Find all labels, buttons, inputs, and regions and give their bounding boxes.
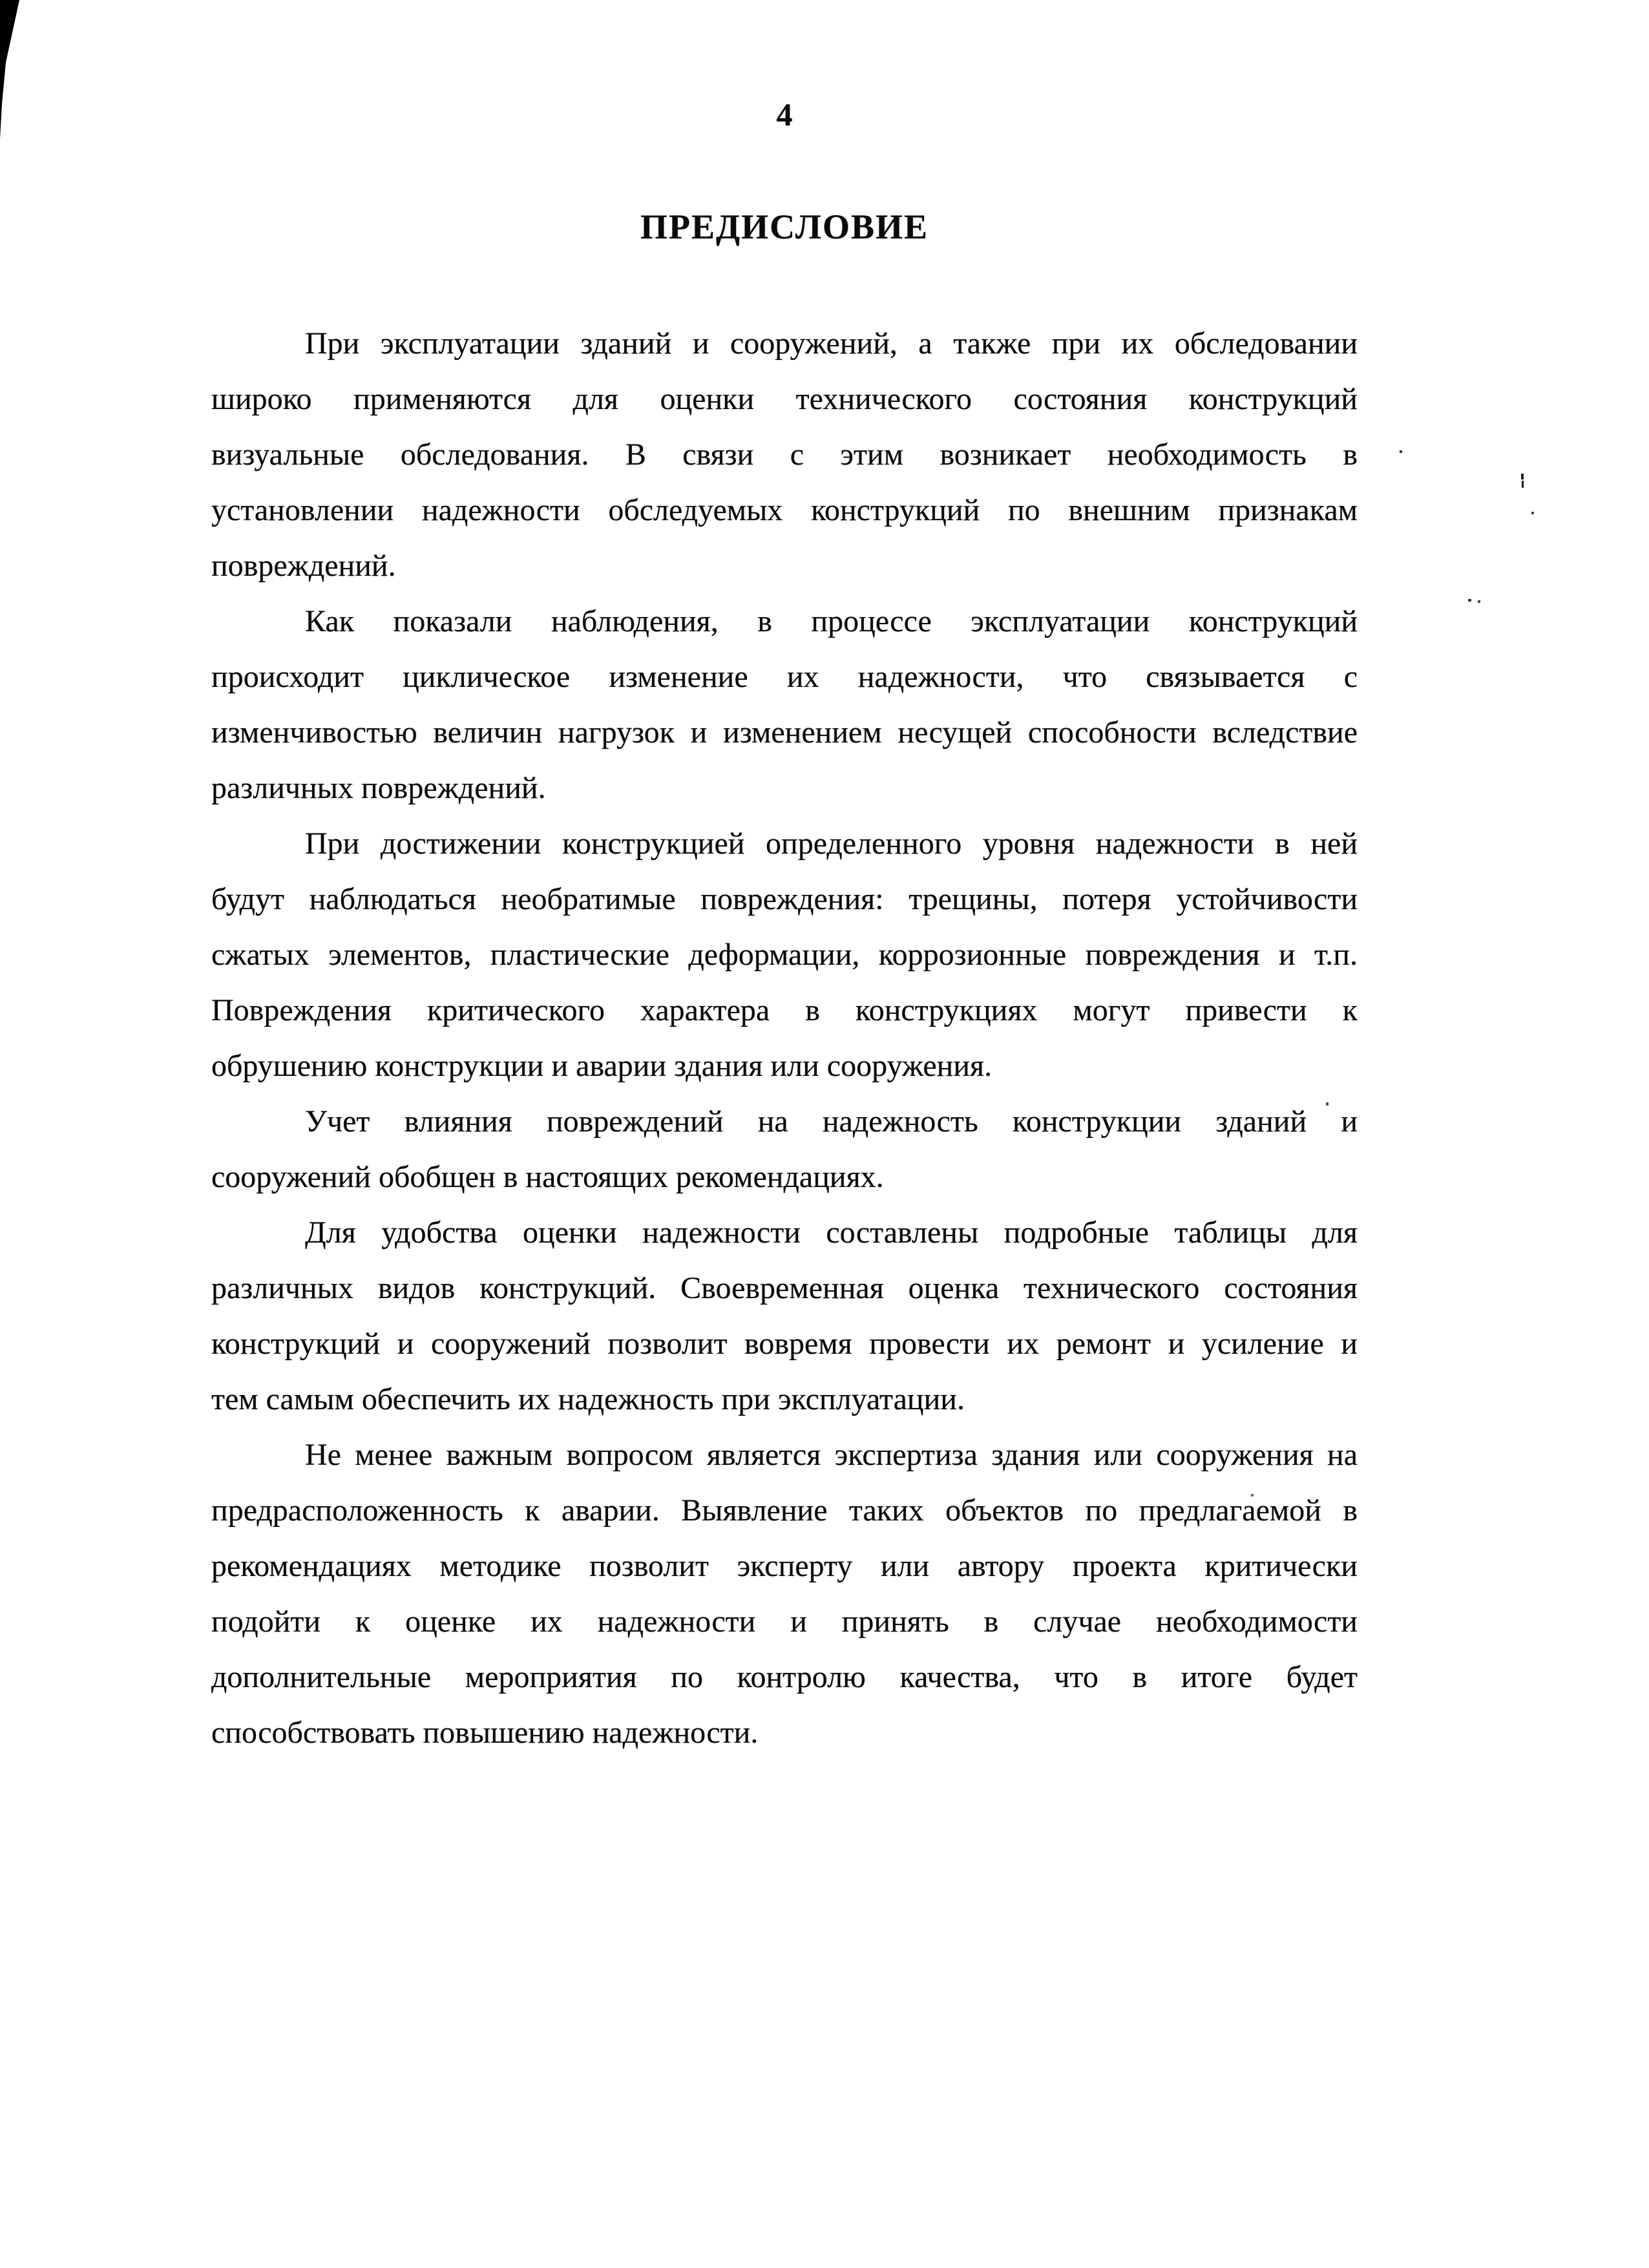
- text-line: предрасположенность к аварии. Выявление таких объектов по предлагаемой в: [211, 1493, 1358, 1528]
- text-line: различных видов конструкций. Своевременная оценка технического состояния: [211, 1271, 1358, 1305]
- text-line: рекомендациях методике позволит эксперту или автору проекта критически: [211, 1549, 1358, 1583]
- scan-artifact-speck: [1468, 599, 1471, 602]
- text-line: обрушению конструкции и аварии здания или сооружения.: [211, 1049, 993, 1083]
- scan-artifact-speck: [1478, 600, 1480, 603]
- text-line: подойти к оценке их надежности и принять в случае необходимости: [211, 1604, 1358, 1639]
- text-line: Учет влияния повреждений на надежность конструкции зданий и: [305, 1104, 1358, 1139]
- text-line: Для удобства оценки надежности составлены подробные таблицы для: [305, 1215, 1358, 1250]
- text-line: визуальные обследования. В связи с этим возникает необходимость в: [211, 437, 1358, 472]
- text-line: Повреждения критического характера в конструкциях могут привести к: [211, 993, 1358, 1027]
- text-line: сжатых элементов, пластические деформации, коррозионные повреждения и т.п.: [211, 938, 1358, 972]
- scan-artifact-speck: [1521, 474, 1524, 479]
- text-line: сооружений обобщен в настоящих рекомендациях.: [211, 1160, 884, 1194]
- text-line: дополнительные мероприятия по контролю качества, что в итоге будет: [211, 1660, 1358, 1694]
- text-line: Не менее важным вопросом является экспертиза здания или сооружения на: [305, 1438, 1358, 1472]
- text-line: различных повреждений.: [211, 771, 546, 805]
- text-line: изменчивостью величин нагрузок и изменением несущей способности вследствие: [211, 715, 1358, 750]
- text-line: способствовать повышению надежности.: [211, 1716, 759, 1750]
- text-line: тем самым обеспечить их надежность при эксплуатации.: [211, 1382, 965, 1416]
- page-title: ПРЕДИСЛОВИЕ: [640, 207, 929, 246]
- text-line: Как показали наблюдения, в процессе эксплуатации конструкций: [305, 604, 1358, 638]
- scan-artifact-speck: [1522, 481, 1524, 488]
- text-line: происходит циклическое изменение их надежности, что связывается с: [211, 660, 1358, 694]
- text-line: широко применяются для оценки технического состояния конструкций: [211, 382, 1358, 416]
- text-line: будут наблюдаться необратимые повреждения: трещины, потеря устойчивости: [211, 882, 1358, 916]
- text-line: установлении надежности обследуемых конструкций по внешним признакам: [211, 493, 1358, 527]
- text-line: При достижении конструкцией определенного уровня надежности в ней: [305, 826, 1358, 861]
- scan-artifact-speck: [1400, 450, 1402, 453]
- scan-artifact-speck: [1531, 512, 1534, 514]
- text-line: При эксплуатации зданий и сооружений, а также при их обследовании: [305, 326, 1358, 361]
- text-line: повреждений.: [211, 549, 396, 583]
- page-number: 4: [776, 96, 793, 132]
- document-body: [211, 316, 1358, 1761]
- scan-artifact-corner: [0, 0, 19, 139]
- text-line: конструкций и сооружений позволит вовремя провести их ремонт и усиление и: [211, 1327, 1358, 1361]
